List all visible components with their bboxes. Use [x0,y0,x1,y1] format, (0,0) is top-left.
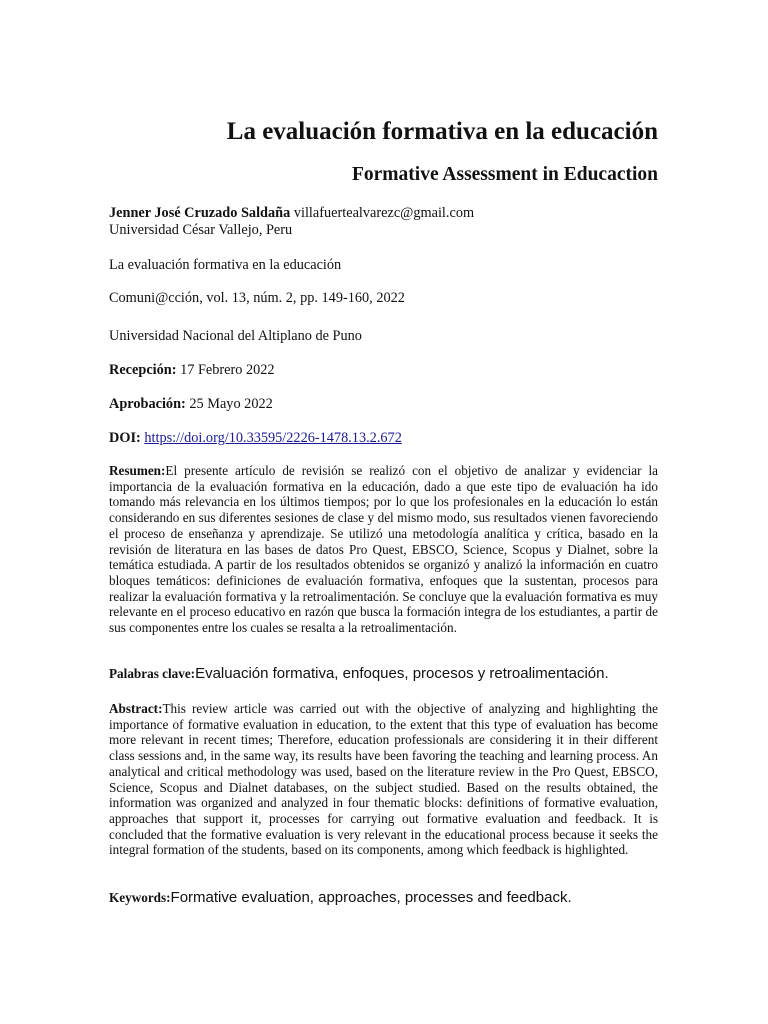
article-subtitle: Formative Assessment in Educaction [351,164,658,185]
approval-line [109,396,273,413]
abstract-paragraph [109,701,658,858]
article-title: La evaluación formativa en la educación [226,118,658,145]
author-affiliation: Universidad César Vallejo, Peru [109,222,293,238]
title-repeat: La evaluación formativa en la educación [109,257,342,273]
abstract-text: This review article was carried out with the objective of analyzing and highlighting the importance of formative evaluation in education, to the extent that this type of evaluation has become more relevant in recent times; Therefore, education professionals are considering it in their different class sessions and, in the same way, its results have been favoring the teaching and learning process. An analytical and critical methodology was used, based on the literature review in the Pro Quest, EBSCO, Science, Scopus and Dialnet databases, on the subject studied. Based on the results obtained, the information was organized and analyzed in four thematic blocks: definitions of formative evaluation, approaches that support it, processes for carrying out formative evaluation and feedback. It is concluded that the formative evaluation is very relevant in the educational process because it seeks the integral formation of the students, based on its components, among which feedback is highlighted. [109,701,658,858]
reception-line [109,362,275,379]
approval-date: 25 Mayo 2022 [189,396,273,412]
doi-line [109,430,402,447]
keywords-line [109,889,572,907]
palabras-clave-label: Palabras clave: [109,666,196,681]
author-email: villafuertealvarezc@gmail.com [293,205,475,221]
keywords-text: Formative evaluation, approaches, processes and feedback. [170,889,572,906]
palabras-clave-text: Evaluación formativa, enfoques, procesos y retroalimentación. [195,665,609,682]
abstract-label: Abstract: [109,701,163,716]
keywords-label: Keywords: [109,890,171,905]
approval-label: Aprobación: [109,396,186,412]
resumen-label: Resumen: [109,463,166,478]
reception-label: Recepción: [109,362,177,378]
doi-label: DOI: [109,430,141,446]
reception-date: 17 Febrero 2022 [180,362,275,378]
resumen-text: El presente artículo de revisión se realizó con el objetivo de analizar y evidenciar la importancia de la evaluación formativa en la educación, dado a que este tipo de evaluación ha ido tomando más relevancia en los últimos tiempos; por lo que los profesionales en la educación lo están considerando en sus diferentes sesiones de clase y del mismo modo, sus resultados vienen favoreciendo el proceso de enseñanza y aprendizaje. Se utilizó una metodología analítica y crítica, basado en la revisión de literatura en las bases de datos Pro Quest, EBSCO, Science, Scopus y Dialnet, sobre la temática estudiada. A partir de los resultados obtenidos se organizó y analizó la información en cuatro bloques temáticos: definiciones de evaluación formativa, enfoques que la sustentan, procesos para realizar la evaluación formativa y la retroalimentación. Se concluye que la evaluación formativa es muy relevante en el proceso educativo en razón que busca la formación integra de los estudiantes, a partir de sus componentes entre los cuales se resalta a la retroalimentación. [109,463,658,636]
institution: Universidad Nacional del Altiplano de Puno [109,328,362,344]
author-name: Jenner José Cruzado Saldaña [109,205,291,221]
palabras-clave-line [109,665,609,683]
author-line [109,205,474,222]
resumen-paragraph [109,463,658,636]
journal-citation: Comuni@cción, vol. 13, núm. 2, pp. 149-160, 2022 [109,290,405,306]
doi-link[interactable]: https://doi.org/10.33595/2226-1478.13.2.672 [144,430,402,446]
